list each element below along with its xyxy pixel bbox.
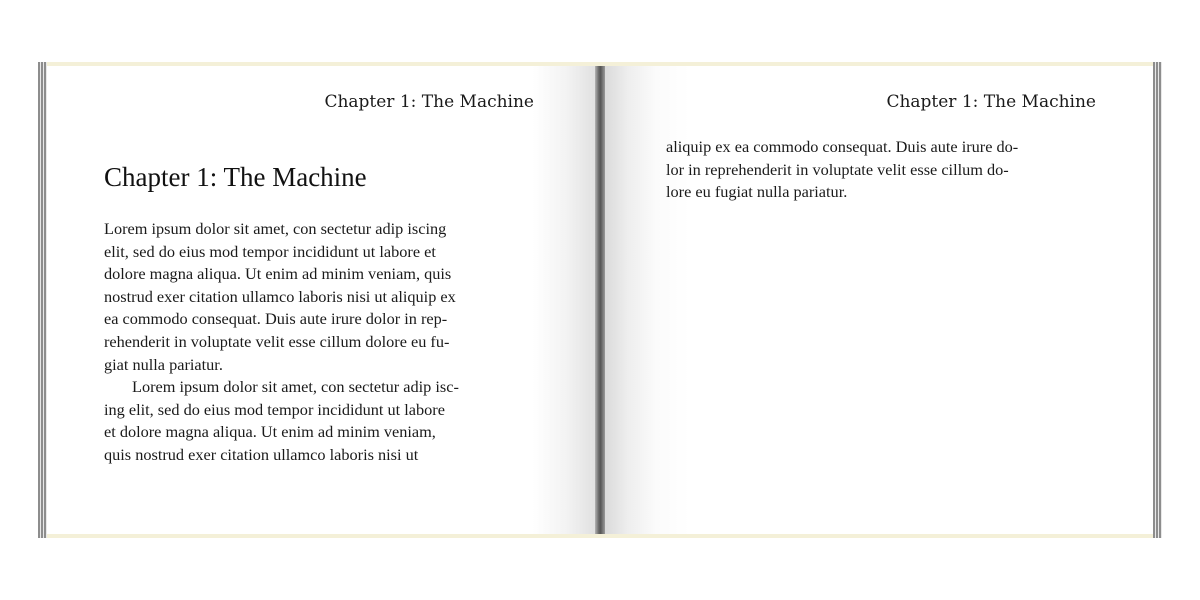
book-spine [595,66,605,534]
text-line: Lorem ipsum dolor sit amet, con sectetur adip iscing [104,219,447,238]
running-head-left: Chapter 1: The Machine [324,92,534,112]
chapter-title: Chapter 1: The Machine [104,162,367,192]
text-line: quis nostrud exer citation ullamco laboris nisi ut [104,444,419,464]
text-line: lore eu fugiat nulla pariatur. [666,182,848,202]
text-line: dolore magna aliqua. Ut enim ad minim veniam, quis [104,264,452,284]
text-line: rehenderit in voluptate velit esse cillum dolore eu fu- [104,331,450,351]
left-page[interactable] [38,66,600,534]
right-page-body [666,136,1106,204]
text-line: lor in reprehenderit in voluptate velit esse cillum do- [666,159,1009,179]
text-line: giat nulla pariatur. [104,354,223,374]
left-page-body [104,218,544,467]
text-line: aliquip ex ea commodo consequat. Duis aute irure do- [666,137,1019,156]
left-page-edges [38,62,47,538]
text-line: ea commodo consequat. Duis aute irure dolor in rep- [104,309,448,329]
text-line: et dolore magna aliqua. Ut enim ad minim veniam, [104,422,436,442]
right-page[interactable] [600,66,1162,534]
text-line: ing elit, sed do eius mod tempor incididunt ut labore [104,399,445,419]
text-line: Lorem ipsum dolor sit amet, con sectetur adip isc- [132,377,459,397]
open-book [38,62,1162,538]
running-head-right: Chapter 1: The Machine [886,92,1096,112]
right-page-edges [1153,62,1162,538]
text-line: elit, sed do eius mod tempor incididunt ut labore et [104,241,436,261]
text-line: nostrud exer citation ullamco laboris nisi ut aliquip ex [104,286,456,306]
